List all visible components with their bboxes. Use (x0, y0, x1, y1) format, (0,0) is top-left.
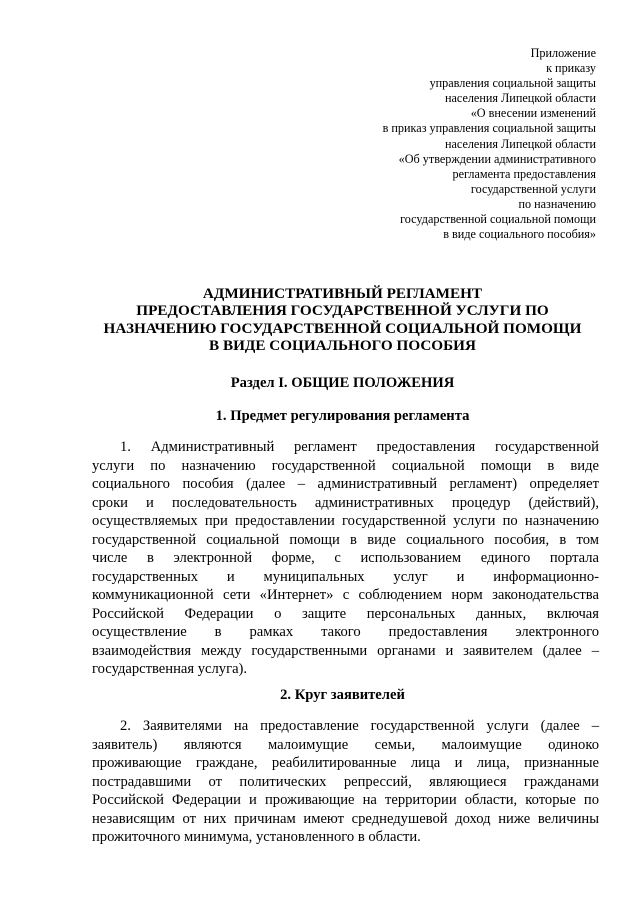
paragraph-line: осуществление в рамках такого предоставления электронного (92, 624, 599, 640)
paragraph-line: независящим от них причинам имеют среднедушевой доход ниже величины (92, 810, 599, 827)
paragraph-line: 1. Административный регламент предоставления государственной (120, 439, 599, 455)
paragraph-line: прожиточного минимума, установленного в области. (92, 829, 421, 845)
appendix-line: «Об утверждении административного (398, 151, 596, 166)
appendix-line: к приказу (546, 61, 596, 76)
appendix-line: управления социальной защиты (429, 76, 596, 91)
paragraph-line: взаимодействия между государственными органами и заявителем (далее – (92, 642, 599, 659)
paragraph-applicants (92, 717, 599, 847)
paragraph-subject (92, 438, 599, 679)
paragraph-line: числе в электронной форме, с использованием единого портала (92, 550, 599, 566)
paragraph-line: проживающие граждане, реабилитированные лица и лица, признанные (92, 755, 599, 771)
appendix-line: Приложение (530, 46, 596, 60)
appendix-line: государственной социальной помощи (400, 212, 596, 227)
title-line: АДМИНИСТРАТИВНЫЙ РЕГЛАМЕНТ (202, 285, 483, 302)
paragraph-line: 2. Заявителями на предоставление государственной услуги (далее – (120, 718, 599, 734)
paragraph-line: пострадавшими от политических репрессий, являющиеся гражданами (92, 773, 599, 790)
appendix-line: в приказ управления социальной защиты (382, 121, 596, 136)
paragraph-line: сроки и последовательность административных процедур (действий), (92, 494, 599, 511)
paragraph-line: осуществляемых при предоставлении государственной услуги по назначению (92, 513, 599, 529)
subsection-heading: 1. Предмет регулирования регламента (215, 408, 470, 424)
paragraph-line: государственная услуга). (92, 661, 248, 677)
paragraph-line: заявитель) являются малоимущие семьи, малоимущие одиноко (92, 736, 599, 753)
paragraph-line: социального пособия (далее – административный регламент) определяет (92, 476, 599, 492)
subsection-heading: 2. Круг заявителей (280, 687, 405, 703)
paragraph-line: Российской Федерации и проживающие на территории области, которые по (92, 792, 599, 808)
appendix-line: по назначению (518, 196, 596, 211)
section-heading: Раздел I. ОБЩИЕ ПОЛОЖЕНИЯ (230, 375, 455, 391)
appendix-line: населения Липецкой области (444, 136, 596, 151)
appendix-header (336, 46, 596, 242)
paragraph-line: Российской Федерации о защите персональных данных, включая (92, 605, 599, 622)
appendix-line: населения Липецкой области (444, 91, 596, 106)
document-title (70, 285, 615, 355)
appendix-line: регламента предоставления (452, 166, 596, 181)
appendix-line: в виде социального пособия» (443, 227, 596, 242)
title-line: ПРЕДОСТАВЛЕНИЯ ГОСУДАРСТВЕННОЙ УСЛУГИ ПО (136, 302, 549, 320)
title-line: В ВИДЕ СОЦИАЛЬНОГО ПОСОБИЯ (209, 337, 476, 355)
paragraph-line: услуги по назначению государственной социальной помощи в виде (92, 457, 599, 474)
appendix-line: государственной услуги (470, 181, 596, 196)
paragraph-line: государственной социальной помощи в виде социального пособия, в том (92, 531, 599, 548)
paragraph-line: государственных и муниципальных услуг и информационно- (92, 568, 599, 585)
paragraph-line: коммуникационной сети «Интернет» с соблюдением норм законодательства (92, 587, 599, 603)
title-line: НАЗНАЧЕНИЮ ГОСУДАРСТВЕННОЙ СОЦИАЛЬНОЙ ПОМОЩИ (103, 319, 582, 337)
appendix-line: «О внесении изменений (470, 106, 596, 121)
